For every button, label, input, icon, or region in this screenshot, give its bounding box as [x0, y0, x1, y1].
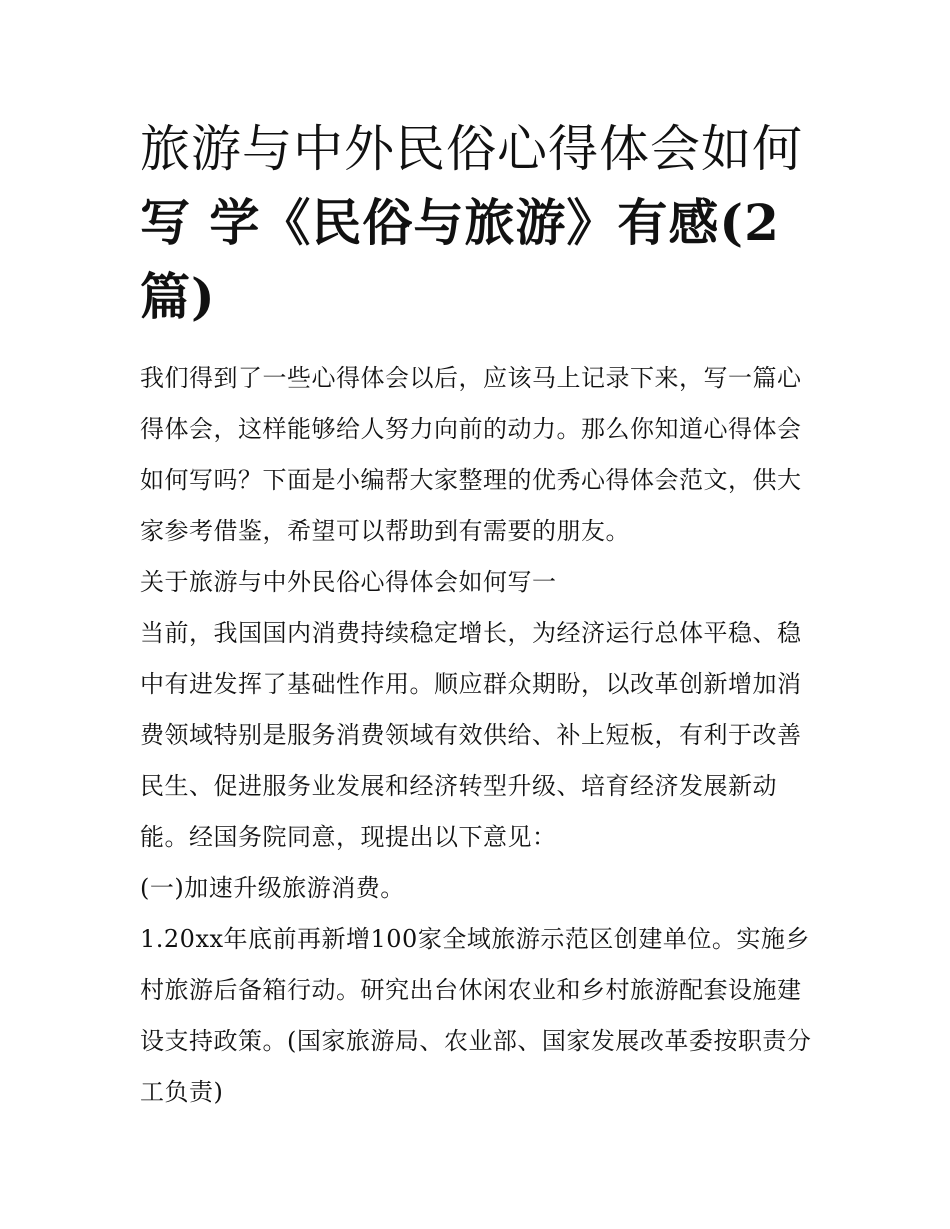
section-heading: 关于旅游与中外民俗心得体会如何写一	[140, 568, 557, 596]
body-paragraph: 当前，我国国内消费持续稳定增长，为经济运行总体平稳、稳中有进发挥了基础性作用。顺应群众期盼，以改革创新增加消费领域特别是服务消费领域有效供给、补上短板，有利于改善民生、促进服务业发展和经济转型升级、培育经济发展新动能。经国务院同意，现提出以下意见：	[140, 619, 802, 851]
title-line-3: 篇)	[140, 267, 216, 326]
title-line-2: 写 学《民俗与旅游》有感(2	[140, 193, 780, 252]
list-item-paragraph: 1.20xx年底前再新增100家全域旅游示范区创建单位。实施乡村旅游后备箱行动。研究出台休闲农业和乡村旅游配套设施建设支持政策。(国家旅游局、农业部、国家发展改革委按职责分工负责)	[140, 925, 812, 1106]
intro-paragraph: 我们得到了一些心得体会以后，应该马上记录下来，写一篇心得体会，这样能够给人努力向前的动力。那么你知道心得体会如何写吗？下面是小编帮大家整理的优秀心得体会范文，供大家参考借鉴，希望可以帮助到有需要的朋友。	[140, 364, 802, 545]
subsection-heading: (一)加速升级旅游消费。	[140, 874, 405, 902]
document-title	[140, 112, 820, 334]
title-line-1: 旅游与中外民俗心得体会如何	[140, 120, 803, 178]
document-body	[140, 353, 815, 1118]
